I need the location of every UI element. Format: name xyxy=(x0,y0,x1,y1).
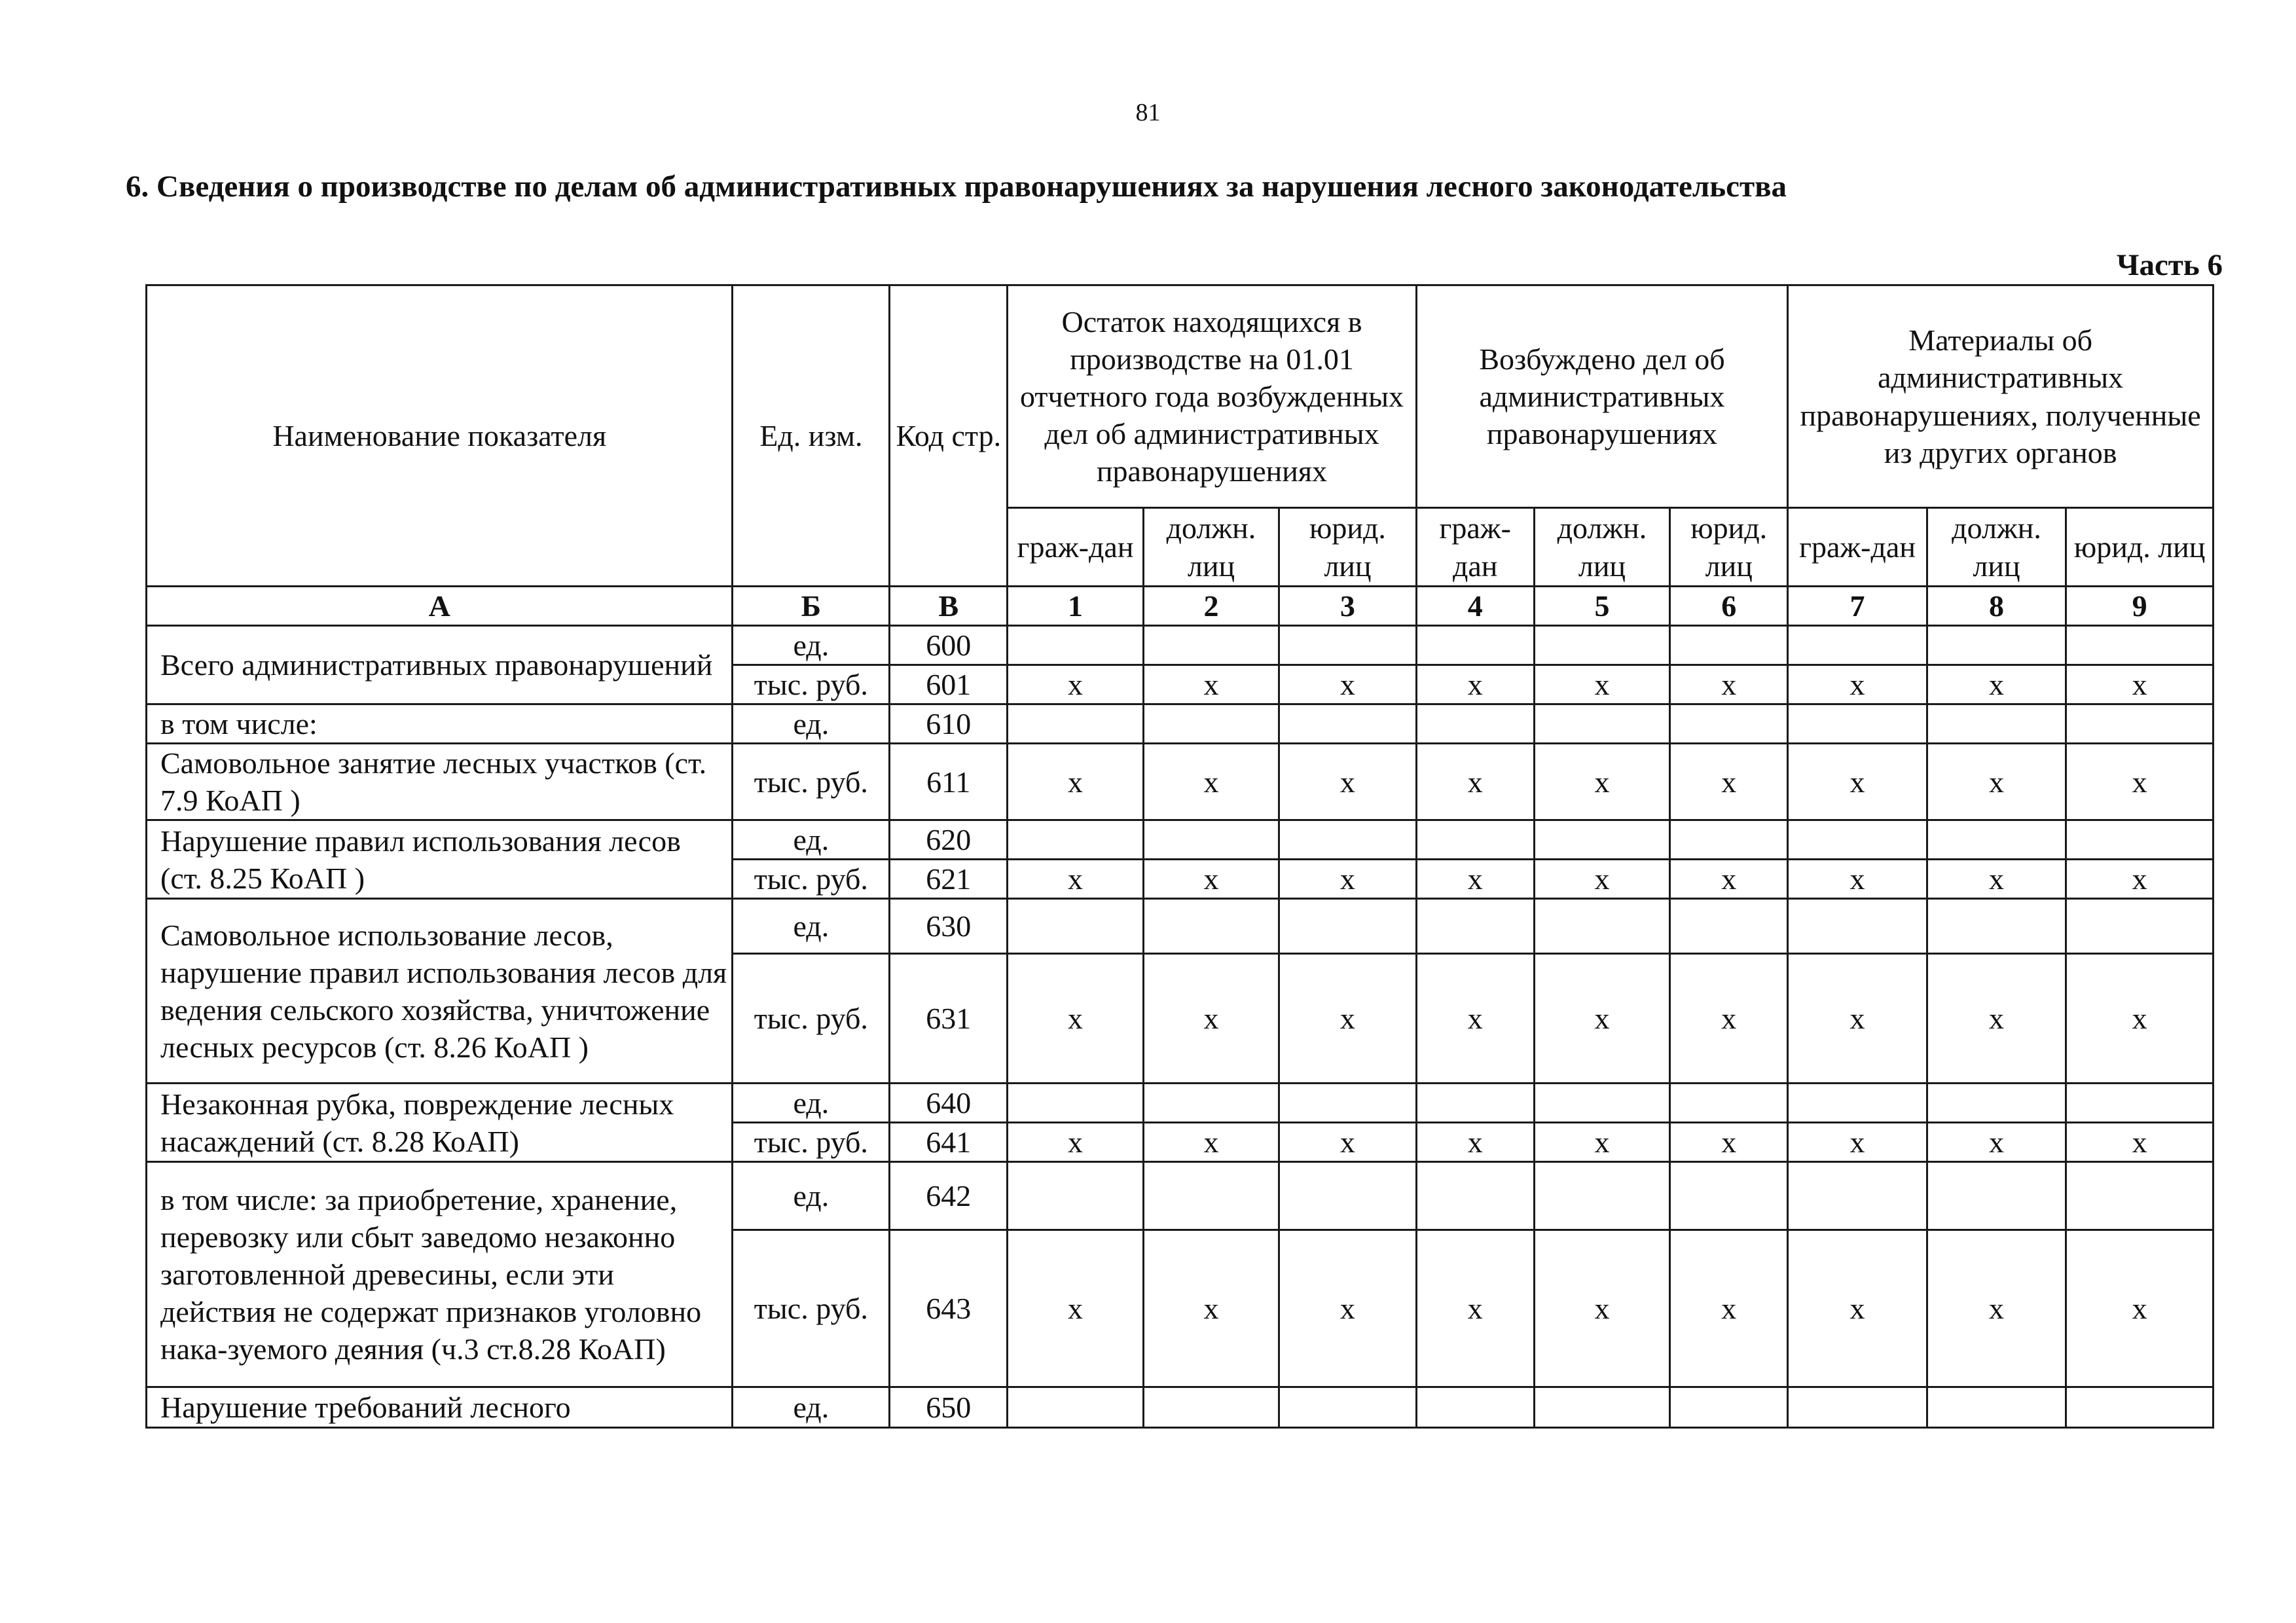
column-letter: 2 xyxy=(1143,587,1279,626)
unit-cell: ед. xyxy=(733,1162,890,1230)
value-cell xyxy=(2066,626,2214,665)
value-cell xyxy=(1008,899,1143,954)
value-cell-x: х xyxy=(1927,744,2066,820)
column-letter: 9 xyxy=(2066,587,2214,626)
value-cell xyxy=(1927,1084,2066,1123)
value-cell xyxy=(1670,1162,1788,1230)
header-unit: Ед. изм. xyxy=(733,285,890,587)
value-cell xyxy=(1143,704,1279,744)
unit-cell: ед. xyxy=(733,1387,890,1428)
value-cell xyxy=(1788,1084,1927,1123)
value-cell-x: х xyxy=(1279,744,1416,820)
value-cell xyxy=(1008,820,1143,860)
value-cell xyxy=(1534,820,1669,860)
value-cell-x: х xyxy=(1927,665,2066,704)
value-cell-x: х xyxy=(1143,860,1279,899)
value-cell xyxy=(1670,626,1788,665)
value-cell-x: х xyxy=(2066,744,2214,820)
value-cell xyxy=(1927,899,2066,954)
header-group-remaining: Остаток находящихся в производстве на 01.01 отчетного года возбужденных дел об административных правонарушениях xyxy=(1008,285,1416,508)
code-cell: 650 xyxy=(890,1387,1008,1428)
indicator-name: Всего административных правонарушений xyxy=(147,626,733,704)
subheader-officials: должн. лиц xyxy=(1927,508,2066,587)
value-cell xyxy=(1670,1387,1788,1428)
unit-cell: тыс. руб. xyxy=(733,860,890,899)
column-letter: 5 xyxy=(1534,587,1669,626)
subheader-citizens: граж-дан xyxy=(1416,508,1534,587)
code-cell: 601 xyxy=(890,665,1008,704)
value-cell-x: х xyxy=(1534,954,1669,1084)
value-cell-x: х xyxy=(1534,744,1669,820)
value-cell-x: х xyxy=(1670,860,1788,899)
value-cell xyxy=(1788,820,1927,860)
value-cell-x: х xyxy=(1008,860,1143,899)
value-cell-x: х xyxy=(1927,1230,2066,1387)
value-cell xyxy=(1279,820,1416,860)
part-label: Часть 6 xyxy=(2116,248,2223,282)
code-cell: 642 xyxy=(890,1162,1008,1230)
value-cell-x: х xyxy=(1416,860,1534,899)
value-cell-x: х xyxy=(1416,744,1534,820)
value-cell xyxy=(1927,820,2066,860)
unit-cell: тыс. руб. xyxy=(733,954,890,1084)
value-cell xyxy=(1788,1162,1927,1230)
value-cell-x: х xyxy=(1008,665,1143,704)
value-cell xyxy=(1279,626,1416,665)
value-cell-x: х xyxy=(1279,1123,1416,1162)
value-cell-x: х xyxy=(1143,1123,1279,1162)
unit-cell: ед. xyxy=(733,899,890,954)
value-cell-x: х xyxy=(1927,1123,2066,1162)
value-cell xyxy=(1534,626,1669,665)
value-cell xyxy=(1416,899,1534,954)
table-row xyxy=(147,626,2214,665)
value-cell xyxy=(1143,1162,1279,1230)
code-cell: 611 xyxy=(890,744,1008,820)
value-cell-x: х xyxy=(1008,744,1143,820)
value-cell-x: х xyxy=(2066,665,2214,704)
subheader-citizens: граж-дан xyxy=(1788,508,1927,587)
value-cell xyxy=(1534,704,1669,744)
value-cell xyxy=(1143,899,1279,954)
value-cell xyxy=(1670,899,1788,954)
subheader-citizens: граж-дан xyxy=(1008,508,1143,587)
column-letter: В xyxy=(890,587,1008,626)
column-letter: 6 xyxy=(1670,587,1788,626)
section-heading: 6. Сведения о производстве по делам об административных правонарушениях за нарушения лесного законодательства xyxy=(126,170,1787,204)
value-cell xyxy=(1279,1084,1416,1123)
value-cell-x: х xyxy=(1416,1123,1534,1162)
code-cell: 640 xyxy=(890,1084,1008,1123)
value-cell xyxy=(1416,704,1534,744)
table-row xyxy=(147,744,2214,820)
code-cell: 600 xyxy=(890,626,1008,665)
value-cell xyxy=(1416,1387,1534,1428)
value-cell-x: х xyxy=(1143,954,1279,1084)
column-letter: Б xyxy=(733,587,890,626)
value-cell-x: х xyxy=(1670,1230,1788,1387)
value-cell xyxy=(1008,1084,1143,1123)
value-cell xyxy=(2066,704,2214,744)
code-cell: 630 xyxy=(890,899,1008,954)
value-cell xyxy=(1670,704,1788,744)
column-letter: 3 xyxy=(1279,587,1416,626)
subheader-legal: юрид. лиц xyxy=(1670,508,1788,587)
value-cell-x: х xyxy=(1416,954,1534,1084)
page-number: 81 xyxy=(1135,99,1161,126)
header-group-received: Материалы об административных правонарушениях, полученные из других органов xyxy=(1788,285,2214,508)
code-cell: 620 xyxy=(890,820,1008,860)
value-cell-x: х xyxy=(1670,744,1788,820)
table-row xyxy=(147,1387,2214,1428)
value-cell-x: х xyxy=(1279,860,1416,899)
value-cell xyxy=(2066,1387,2214,1428)
value-cell xyxy=(2066,1162,2214,1230)
header-code: Код стр. xyxy=(890,285,1008,587)
subheader-legal: юрид. лиц xyxy=(2066,508,2214,587)
value-cell xyxy=(1534,1084,1669,1123)
report-table xyxy=(145,284,2214,1429)
value-cell-x: х xyxy=(1670,1123,1788,1162)
table-row xyxy=(147,1162,2214,1230)
value-cell xyxy=(1927,626,2066,665)
value-cell xyxy=(1143,1387,1279,1428)
value-cell-x: х xyxy=(1788,1123,1927,1162)
indicator-name: Незаконная рубка, повреждение лесных насаждений (ст. 8.28 КоАП) xyxy=(147,1084,733,1162)
value-cell xyxy=(1927,704,2066,744)
value-cell-x: х xyxy=(1788,744,1927,820)
value-cell-x: х xyxy=(1534,860,1669,899)
value-cell-x: х xyxy=(1416,1230,1534,1387)
header-name: Наименование показателя xyxy=(147,285,733,587)
value-cell-x: х xyxy=(1927,860,2066,899)
unit-cell: тыс. руб. xyxy=(733,1230,890,1387)
value-cell-x: х xyxy=(1143,1230,1279,1387)
value-cell xyxy=(1279,899,1416,954)
column-letter: 7 xyxy=(1788,587,1927,626)
value-cell xyxy=(1279,1162,1416,1230)
value-cell xyxy=(1416,820,1534,860)
unit-cell: ед. xyxy=(733,820,890,860)
unit-cell: тыс. руб. xyxy=(733,665,890,704)
value-cell xyxy=(1279,704,1416,744)
value-cell xyxy=(1670,1084,1788,1123)
code-cell: 643 xyxy=(890,1230,1008,1387)
indicator-name: Нарушение требований лесного xyxy=(147,1387,733,1428)
column-letter: 4 xyxy=(1416,587,1534,626)
indicator-name: Нарушение правил использования лесов (ст. 8.25 КоАП ) xyxy=(147,820,733,899)
code-cell: 641 xyxy=(890,1123,1008,1162)
value-cell xyxy=(1008,1162,1143,1230)
value-cell xyxy=(1534,1162,1669,1230)
code-cell: 621 xyxy=(890,860,1008,899)
value-cell-x: х xyxy=(1670,665,1788,704)
value-cell xyxy=(1534,1387,1669,1428)
value-cell xyxy=(2066,1084,2214,1123)
unit-cell: тыс. руб. xyxy=(733,744,890,820)
value-cell xyxy=(1008,626,1143,665)
value-cell-x: х xyxy=(1788,954,1927,1084)
value-cell-x: х xyxy=(2066,1123,2214,1162)
value-cell-x: х xyxy=(1008,1230,1143,1387)
value-cell-x: х xyxy=(1416,665,1534,704)
unit-cell: ед. xyxy=(733,1084,890,1123)
indicator-name: Самовольное занятие лесных участков (ст. 7.9 КоАП ) xyxy=(147,744,733,820)
value-cell xyxy=(2066,820,2214,860)
table-row xyxy=(147,1084,2214,1123)
value-cell-x: х xyxy=(1143,744,1279,820)
value-cell-x: х xyxy=(1008,1123,1143,1162)
unit-cell: ед. xyxy=(733,626,890,665)
column-letter: 1 xyxy=(1008,587,1143,626)
value-cell xyxy=(2066,899,2214,954)
value-cell-x: х xyxy=(2066,860,2214,899)
value-cell-x: х xyxy=(2066,1230,2214,1387)
value-cell-x: х xyxy=(1279,1230,1416,1387)
value-cell-x: х xyxy=(1788,665,1927,704)
indicator-name: в том числе: за приобретение, хранение, перевозку или сбыт заведомо незаконно заготовленной древесины, если эти действия не содержат признаков уголовно нака-зуемого деяния (ч.3 ст.8.28 КоАП) xyxy=(147,1162,733,1387)
value-cell xyxy=(1788,1387,1927,1428)
value-cell-x: х xyxy=(1143,665,1279,704)
value-cell-x: х xyxy=(1279,954,1416,1084)
value-cell xyxy=(1143,1084,1279,1123)
value-cell xyxy=(1279,1387,1416,1428)
value-cell xyxy=(1416,1084,1534,1123)
subheader-officials: должн. лиц xyxy=(1534,508,1669,587)
value-cell xyxy=(1927,1387,2066,1428)
table-row xyxy=(147,899,2214,954)
indicator-name: Самовольное использование лесов, нарушение правил использования лесов для ведения сельского хозяйства, уничтожение лесных ресурсов (ст. 8.26 КоАП ) xyxy=(147,899,733,1084)
column-letter: 8 xyxy=(1927,587,2066,626)
table-row xyxy=(147,704,2214,744)
value-cell-x: х xyxy=(1534,1230,1669,1387)
header-group-initiated: Возбуждено дел об административных правонарушениях xyxy=(1416,285,1788,508)
value-cell-x: х xyxy=(1788,860,1927,899)
value-cell-x: х xyxy=(1534,1123,1669,1162)
value-cell-x: х xyxy=(1670,954,1788,1084)
value-cell xyxy=(1788,626,1927,665)
subheader-legal: юрид. лиц xyxy=(1279,508,1416,587)
value-cell xyxy=(1788,899,1927,954)
value-cell xyxy=(1788,704,1927,744)
value-cell xyxy=(1670,820,1788,860)
value-cell xyxy=(1143,820,1279,860)
code-cell: 610 xyxy=(890,704,1008,744)
unit-cell: ед. xyxy=(733,704,890,744)
value-cell-x: х xyxy=(1927,954,2066,1084)
value-cell-x: х xyxy=(1788,1230,1927,1387)
subheader-officials: должн. лиц xyxy=(1143,508,1279,587)
table-row xyxy=(147,820,2214,860)
value-cell xyxy=(1008,1387,1143,1428)
value-cell xyxy=(1927,1162,2066,1230)
unit-cell: тыс. руб. xyxy=(733,1123,890,1162)
column-letter: А xyxy=(147,587,733,626)
value-cell xyxy=(1143,626,1279,665)
value-cell xyxy=(1416,1162,1534,1230)
value-cell xyxy=(1416,626,1534,665)
value-cell-x: х xyxy=(2066,954,2214,1084)
indicator-name: в том числе: xyxy=(147,704,733,744)
value-cell-x: х xyxy=(1008,954,1143,1084)
value-cell xyxy=(1534,899,1669,954)
value-cell xyxy=(1008,704,1143,744)
value-cell-x: х xyxy=(1279,665,1416,704)
value-cell-x: х xyxy=(1534,665,1669,704)
code-cell: 631 xyxy=(890,954,1008,1084)
